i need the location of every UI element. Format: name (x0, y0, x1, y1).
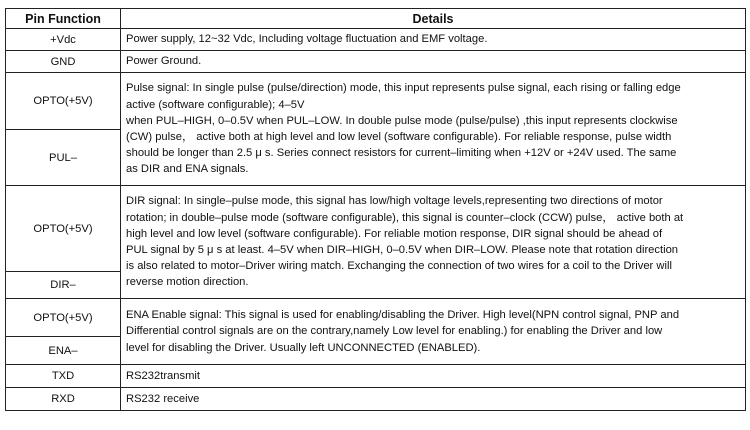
details-pul-line: active (software configurable); 4–5V (126, 98, 305, 111)
pin-pul: PUL– (6, 130, 121, 186)
table-row (6, 365, 746, 388)
pin-pul-opto: OPTO(+5V) (6, 73, 121, 130)
details-pul-line: should be longer than 2.5 μ s. Series connect resistors for current–limiting when +12V or +24V used. The same (126, 147, 677, 160)
details-dir-line: high level and low level (software configurable). For reliable motion response, DIR signal should be ahead of (126, 227, 663, 240)
table-row (6, 29, 746, 51)
details-ena (121, 299, 746, 365)
details-dir (121, 186, 746, 299)
details-pul-line: when PUL–HIGH, 0–0.5V when PUL–LOW. In double pulse mode (pulse/pulse) ,this input represents clockwise (126, 114, 678, 127)
details-rxd: RS232 receive (121, 388, 746, 411)
pin-dir: DIR– (6, 272, 121, 299)
pin-function-table (5, 8, 746, 411)
pin-rxd: RXD (6, 388, 121, 411)
table-row (6, 299, 746, 337)
details-pul-line: as DIR and ENA signals. (126, 163, 249, 176)
pin-gnd: GND (6, 51, 121, 73)
details-pul (121, 73, 746, 186)
table-row (6, 388, 746, 411)
details-dir-line: reverse motion direction. (126, 276, 249, 289)
header-row (6, 9, 746, 29)
details-ena-line: level for disabling the Driver. Usually left UNCONNECTED (ENABLED). (126, 341, 481, 354)
pin-dir-opto: OPTO(+5V) (6, 186, 121, 272)
details-pul-line: Pulse signal: In single pulse (pulse/direction) mode, this input represents pulse signal, each rising or falling edge (126, 82, 681, 95)
details-dir-line: rotation; in double–pulse mode (software configurable), this signal is counter–clock (CCW) pulse， active both at (126, 211, 684, 224)
pin-vdc: +Vdc (6, 29, 121, 51)
details-gnd: Power Ground. (121, 51, 746, 73)
pin-ena-opto: OPTO(+5V) (6, 299, 121, 337)
pin-txd: TXD (6, 365, 121, 388)
details-dir-line: DIR signal: In single–pulse mode, this signal has low/high voltage levels,representing two directions of motor (126, 195, 663, 208)
details-pul-line: (CW) pulse， active both at high level and low level (software configurable). For reliable response, pulse width (126, 131, 672, 143)
details-vdc: Power supply, 12~32 Vdc, Including voltage fluctuation and EMF voltage. (121, 29, 746, 51)
details-dir-line: is also related to motor–Driver wiring match. Exchanging the connection of two wires for a coil to the Driver will (126, 260, 672, 273)
pin-ena: ENA– (6, 337, 121, 365)
table-row (6, 51, 746, 73)
header-details: Details (121, 9, 746, 29)
details-dir-line: PUL signal by 5 μ s at least. 4–5V when DIR–HIGH, 0–0.5V when DIR–LOW. Please note that rotation direction (126, 244, 679, 256)
header-pin-function: Pin Function (6, 9, 121, 29)
table-row (6, 73, 746, 130)
table-row (6, 186, 746, 272)
details-ena-line: Differential control signals are on the contrary,namely Low level for enabling.) for enabling the Driver and low (126, 325, 663, 338)
details-ena-line: ENA Enable signal: This signal is used for enabling/disabling the Driver. High level(NPN control signal, PNP and (126, 309, 680, 322)
details-txd: RS232transmit (121, 365, 746, 388)
